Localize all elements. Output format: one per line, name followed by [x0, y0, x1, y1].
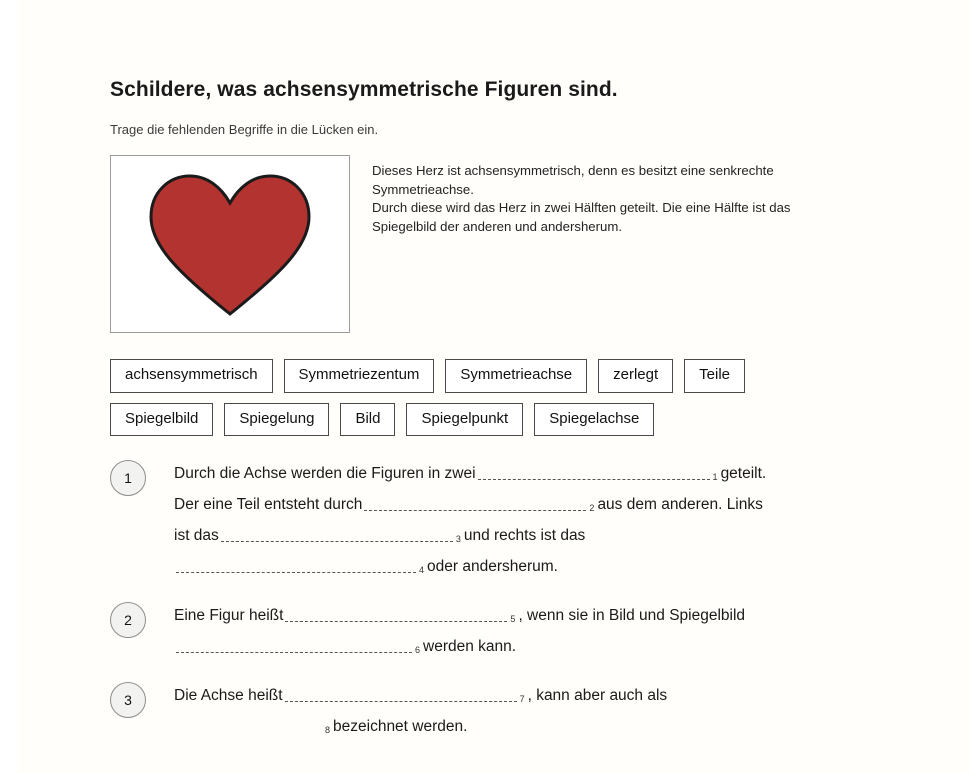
- item-text-segment: bezeichnet werden.: [333, 718, 468, 735]
- answer-blank-6[interactable]: [176, 637, 412, 653]
- word-bank-row-1: [110, 359, 940, 393]
- figure-description-line: Symmetrieachse.: [372, 181, 474, 197]
- figure-description: [372, 155, 791, 237]
- item-text-segment: Durch die Achse werden die Figuren in zwei: [174, 465, 476, 482]
- item-line: [174, 551, 766, 582]
- blank-number: 3: [455, 534, 461, 544]
- item-text-segment: oder andersherum.: [427, 558, 558, 575]
- word-chip[interactable]: achsensymmetrisch: [110, 359, 273, 393]
- word-chip[interactable]: Symmetrieachse: [445, 359, 587, 393]
- item-text-segment: ist das: [174, 527, 219, 544]
- answer-blank-4[interactable]: [176, 557, 416, 573]
- figure-description-line: Durch diese wird das Herz in zwei Hälften geteilt. Die eine Hälfte ist das: [372, 200, 791, 216]
- item-text-segment: , kann aber auch als: [527, 687, 668, 704]
- heart-icon: [145, 170, 315, 318]
- item-text-segment: geteilt.: [720, 465, 767, 482]
- word-chip[interactable]: Spiegelbild: [110, 403, 213, 437]
- item-line: [174, 711, 667, 742]
- answer-blank-5[interactable]: [285, 606, 507, 622]
- page-left-margin: [0, 0, 18, 773]
- blank-number: 1: [712, 472, 718, 482]
- worksheet-content: [110, 0, 940, 760]
- figure-description-line: Spiegelbild der anderen und andersherum.: [372, 219, 623, 235]
- figure-box: [110, 155, 350, 333]
- page-title: Schildere, was achsensymmetrische Figuren sind.: [110, 78, 618, 101]
- item-body: [174, 680, 667, 742]
- item-text-segment: aus dem anderen. Links: [597, 496, 763, 513]
- item-body: [174, 600, 745, 662]
- word-chip[interactable]: Spiegelachse: [534, 403, 654, 437]
- blank-number: 6: [415, 645, 421, 655]
- exercise-item: [110, 680, 940, 742]
- answer-blank-3[interactable]: [221, 526, 453, 542]
- answer-blank-7[interactable]: [285, 686, 517, 702]
- word-chip[interactable]: Symmetriezentum: [284, 359, 435, 393]
- item-body: [174, 458, 766, 582]
- word-bank-row-2: [110, 403, 940, 437]
- exercise-list: [110, 458, 940, 742]
- exercise-item: [110, 458, 940, 582]
- blank-number: 2: [589, 503, 595, 513]
- word-chip[interactable]: Spiegelung: [224, 403, 329, 437]
- item-text-segment: Eine Figur heißt: [174, 607, 284, 624]
- item-line: [174, 489, 766, 520]
- blank-number: 4: [419, 565, 425, 575]
- figure-description-line: Dieses Herz ist achsensymmetrisch, denn es besitzt eine senkrechte: [372, 163, 774, 178]
- answer-blank-2[interactable]: [364, 495, 586, 511]
- blank-number: 7: [519, 694, 525, 704]
- word-bank: [110, 359, 940, 436]
- item-text-segment: und rechts ist das: [463, 527, 586, 544]
- word-chip[interactable]: zerlegt: [598, 359, 673, 393]
- item-text-segment: Der eine Teil entsteht durch: [174, 496, 363, 513]
- blank-number: 5: [510, 614, 516, 624]
- item-text-segment: Die Achse heißt: [174, 687, 283, 704]
- item-text-segment: werden kann.: [423, 638, 517, 655]
- item-number-badge: 2: [110, 602, 146, 638]
- item-number-badge: 3: [110, 682, 146, 718]
- word-chip[interactable]: Bild: [340, 403, 395, 437]
- figure-row: [110, 155, 940, 333]
- word-chip[interactable]: Spiegelpunkt: [406, 403, 523, 437]
- item-line: [174, 631, 745, 662]
- page-subtitle: Trage die fehlenden Begriffe in die Lücken ein.: [110, 122, 379, 137]
- blank-number: 8: [325, 725, 331, 735]
- item-text-segment: , wenn sie in Bild und Spiegelbild: [518, 607, 746, 624]
- item-line: [174, 520, 766, 551]
- answer-blank-1[interactable]: [478, 464, 710, 480]
- item-number-badge: 1: [110, 460, 146, 496]
- exercise-item: [110, 600, 940, 662]
- word-chip[interactable]: Teile: [684, 359, 745, 393]
